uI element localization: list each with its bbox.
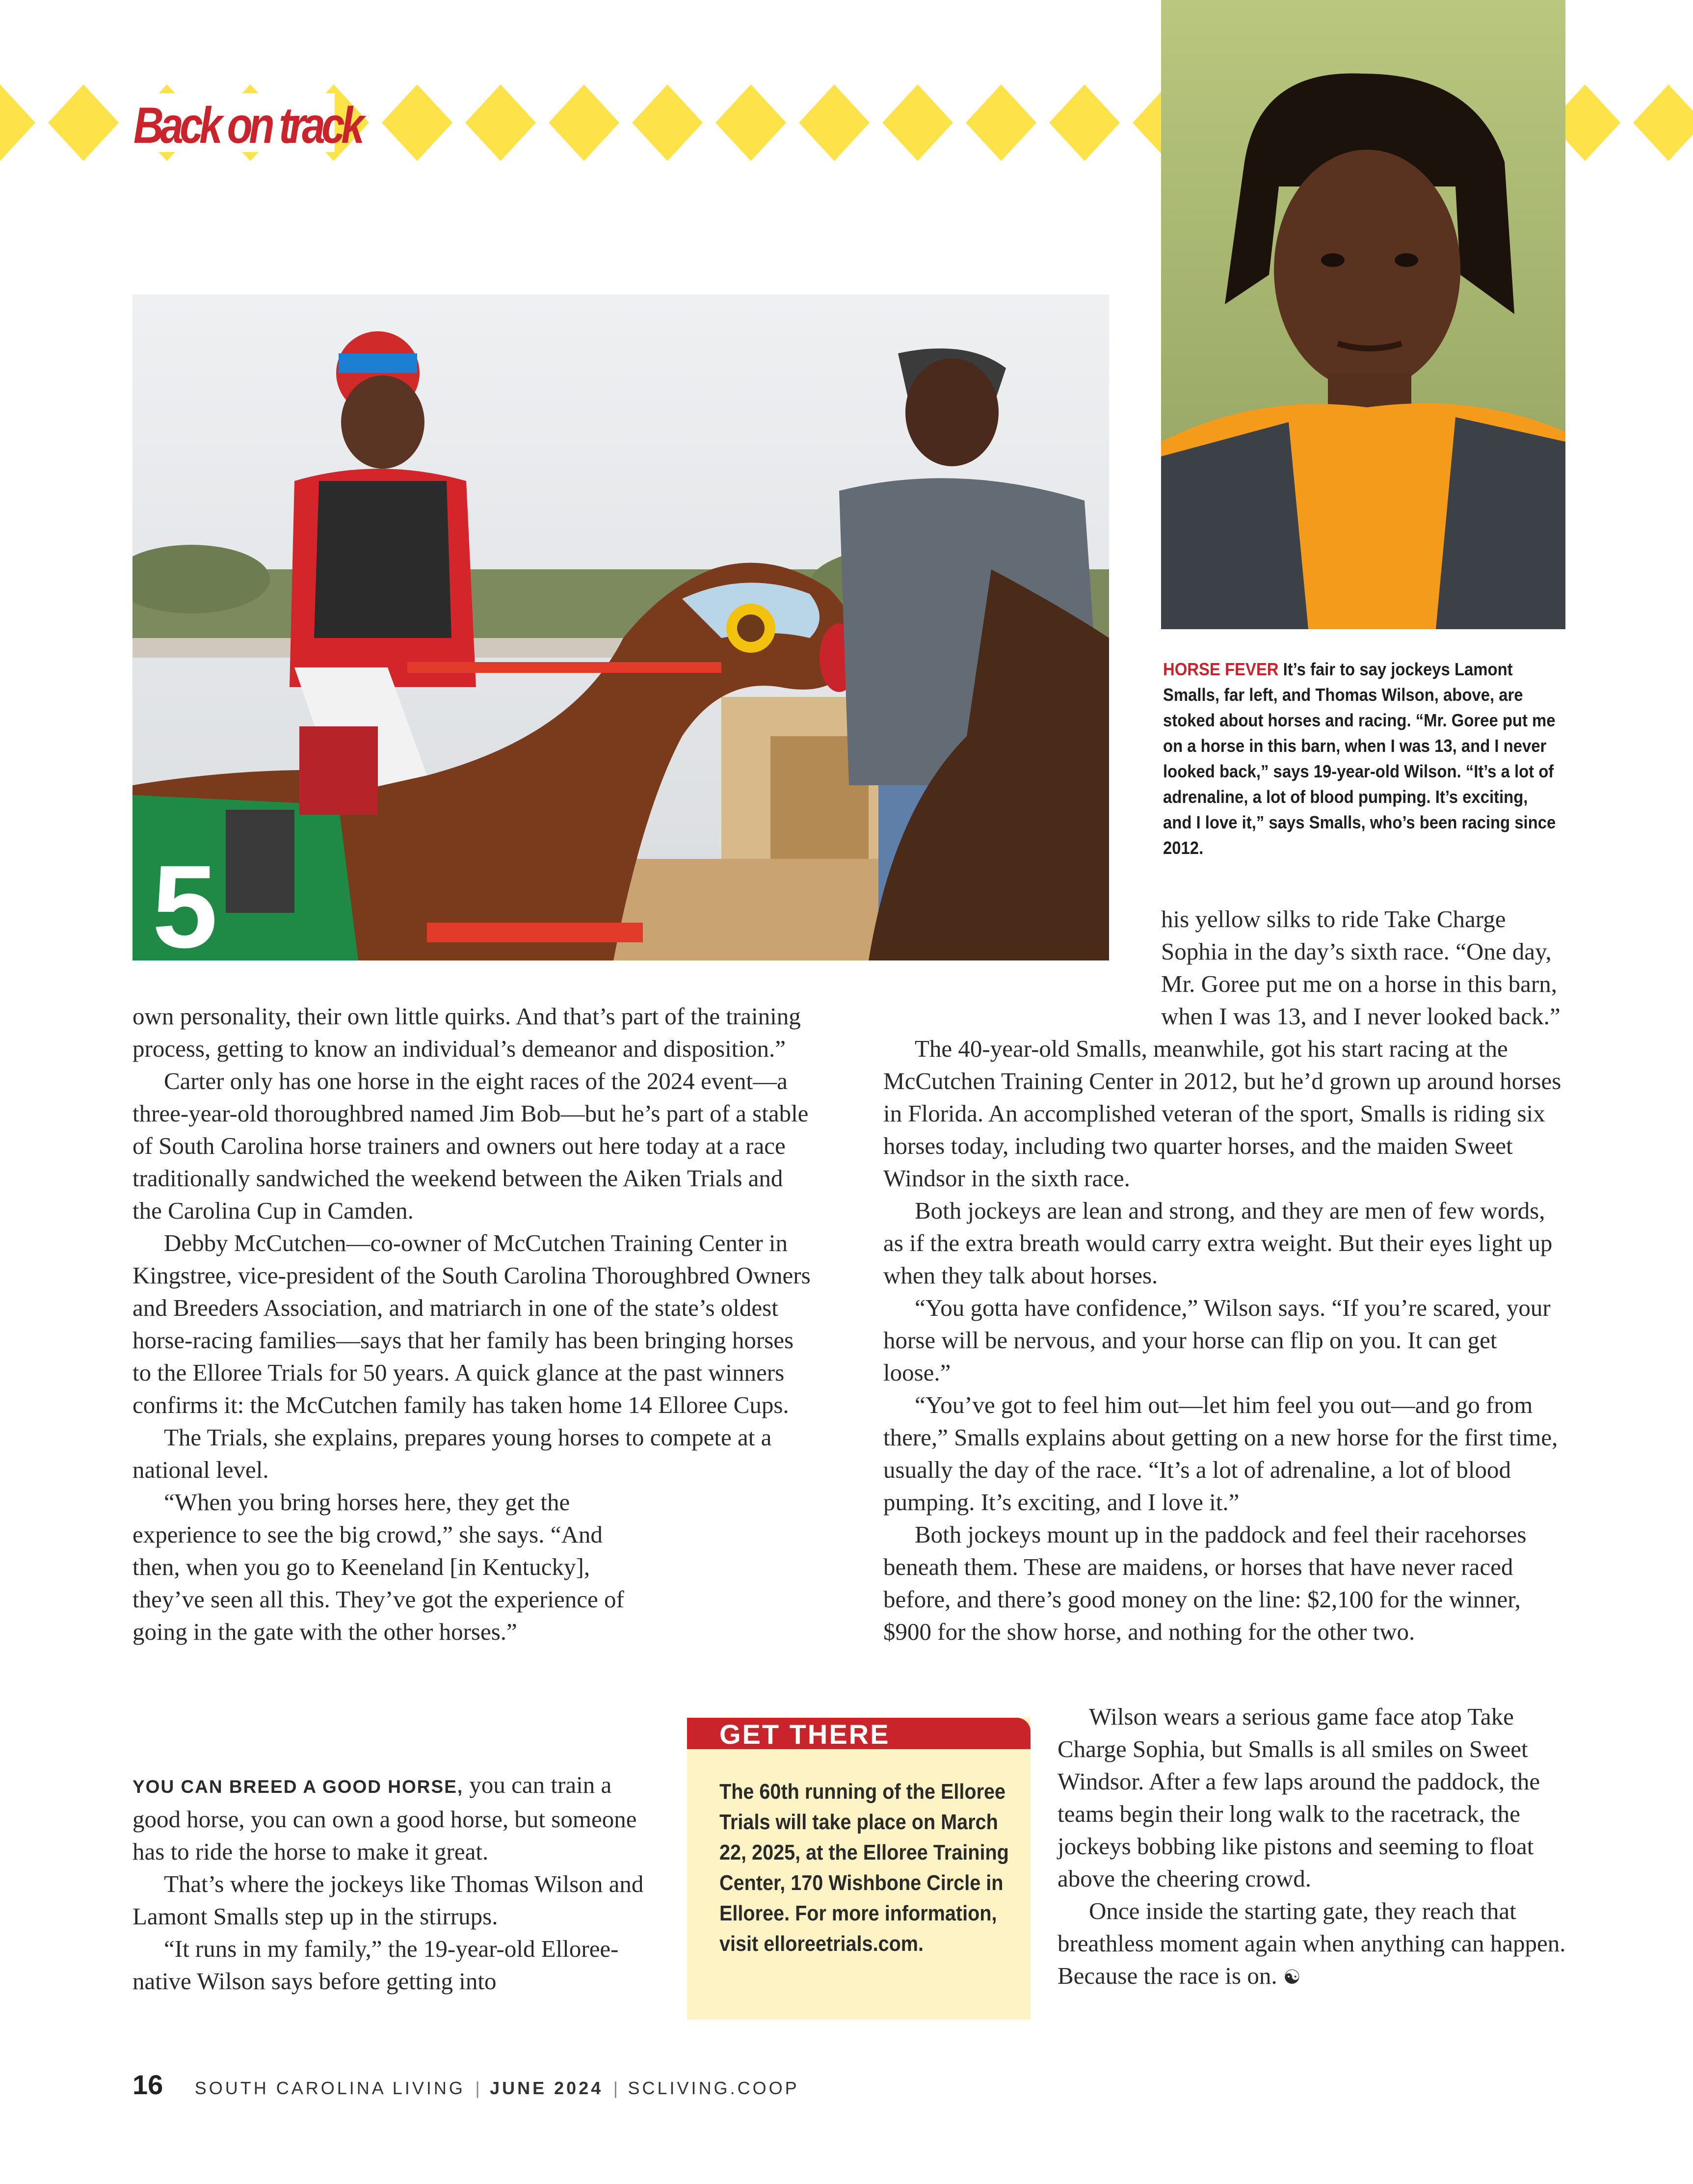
banner-diamond [1049, 84, 1120, 161]
end-mark-icon: ☯ [1283, 1966, 1301, 1989]
paragraph-text: you can train a good horse, you can own a good horse, but someone has to ride the horse to make it great. [132, 1771, 637, 1865]
paragraph: The 40-year-old Smalls, meanwhile, got his start racing at the McCutchen Training Center in 2012, but he’d grown up around horses in Florida. An accomplished veteran of the sport, Smalls is riding six horses today, including two quarter horses, and the maiden Sweet Windsor in the sixth race. [883, 1035, 1561, 1192]
get-there-title: GET THERE [719, 1719, 890, 1749]
paragraph-text: Once inside the starting gate, they reach that breathless moment again when anything can happen. Because the race is on. [1058, 1897, 1566, 1989]
banner-diamond [632, 84, 703, 161]
paragraph: his yellow silks to ride Take Charge Sophia in the day’s sixth race. “One day, Mr. Goree put me on a horse in this barn, when I was 13, and I never looked back.” [1161, 906, 1561, 1030]
main-photo [132, 294, 1109, 960]
caption-text: It’s fair to say jockeys Lamont Smalls, far left, and Thomas Wilson, above, are stoked about horses and racing. “Mr. Goree put me on a horse in this barn, when I was 13, and I never looked back,” says 19-year-old Wilson. “It’s a lot of adrenaline, a lot of blood pumping. It’s exciting, and I love it,” says Smalls, who’s been racing since 2012. [1163, 659, 1556, 858]
left-column-lower [132, 1769, 655, 1998]
left-column [132, 1000, 812, 1648]
section-label: Back on track [133, 97, 361, 154]
banner-diamond [1633, 84, 1693, 161]
banner-diamond [715, 84, 786, 161]
footer-separator: | [613, 2078, 618, 2098]
paragraph [1058, 1895, 1568, 1994]
paragraph: Both jockeys mount up in the paddock and feel their racehorses beneath them. These are maidens, or horses that have never raced before, and there’s good money on the line: $2,100 for the winner, $900 for the show horse, and nothing for the other two. [883, 1521, 1527, 1645]
right-column [883, 1033, 1568, 1648]
banner-diamond [0, 84, 35, 161]
paragraph: Carter only has one horse in the eight races of the 2024 event—a three-year-old thoroughbred named Jim Bob—but he’s part of a stable of South Carolina horse trainers and owners out here today at a race traditionally sandwiched the weekend between the Aiken Trials and the Carolina Cup in Camden. [132, 1067, 809, 1224]
issue-date: JUNE 2024 [490, 2078, 604, 2098]
right-column-lower [1058, 1701, 1568, 1994]
portrait-photo [1161, 0, 1565, 629]
paragraph: The Trials, she explains, prepares young horses to compete at a national level. [132, 1424, 772, 1483]
svg-text:5: 5 [152, 841, 218, 960]
paragraph: “You gotta have confidence,” Wilson says. “If you’re scared, your horse will be nervous, and your horse can flip on you. It can get loose.” [883, 1294, 1551, 1386]
website-link[interactable]: SCLIVING.COOP [628, 2078, 799, 2098]
banner-diamond [382, 84, 452, 161]
banner-diamond [966, 84, 1036, 161]
paragraph: That’s where the jockeys like Thomas Wilson and Lamont Smalls step up in the stirrups. [132, 1870, 644, 1930]
paragraph: own personality, their own little quirks. And that’s part of the training process, getting to know an individual’s demeanor and disposition.” [132, 1003, 801, 1062]
paragraph: Both jockeys are lean and strong, and they are men of few words, as if the extra breath would carry extra weight. But their eyes light up when they talk about horses. [883, 1197, 1553, 1289]
paragraph: “It runs in my family,” the 19-year-old Elloree-native Wilson says before getting into [132, 1935, 619, 1995]
get-there-text: The 60th running of the Elloree Trials will take place on March 22, 2025, at the Elloree Training Center, 170 Wishbone Circle in Elloree. For more information, visit elloreetrials.com. [719, 1780, 1009, 1956]
banner-diamond [48, 84, 119, 161]
paragraph: Debby McCutchen—co-owner of McCutchen Training Center in Kingstree, vice-president of the South Carolina Thoroughbred Owners and Breeders Association, and matriarch in one of the state’s oldest horse-racing families—says that her family has been bringing horses to the Elloree Trials for 50 years. A quick glance at the past winners confirms it: the McCutchen family has taken home 14 Elloree Cups. [132, 1229, 811, 1418]
banner-diamond [465, 84, 536, 161]
paragraph: Wilson wears a serious game face atop Take Charge Sophia, but Smalls is all smiles on Sweet Windsor. After a few laps around the paddock, the teams begin their long walk to the racetrack, the jockeys bobbing like pistons and seeming to float above the cheering crowd. [1058, 1703, 1540, 1892]
get-there-box [687, 1718, 1031, 2020]
banner-diamond [882, 84, 953, 161]
right-column-top [1161, 903, 1578, 1033]
get-there-header [687, 1718, 1031, 1749]
photo-caption [1163, 657, 1556, 861]
caption-lead: HORSE FEVER [1163, 659, 1279, 679]
page-number: 16 [132, 2069, 163, 2100]
page-footer [132, 2069, 799, 2101]
footer-separator: | [475, 2078, 480, 2098]
paragraph: “When you bring horses here, they get the experience to see the big crowd,” she says. “And then, when you go to Keeneland [in Kentucky], they’ve seen all this. They’ve got the experience of going in the gate with the other horses.” [132, 1489, 624, 1645]
banner-diamond [549, 84, 619, 161]
magazine-name: SOUTH CAROLINA LIVING [194, 2078, 465, 2098]
paragraph [132, 1769, 655, 1868]
banner-diamond [799, 84, 870, 161]
run-in-heading: YOU CAN BREED A GOOD HORSE, [132, 1777, 464, 1797]
paragraph: “You’ve got to feel him out—let him feel you out—and go from there,” Smalls explains about getting on a new horse for the first time, usually the day of the race. “It’s a lot of adrenaline, a lot of blood pumping. It’s exciting, and I love it.” [883, 1391, 1558, 1516]
